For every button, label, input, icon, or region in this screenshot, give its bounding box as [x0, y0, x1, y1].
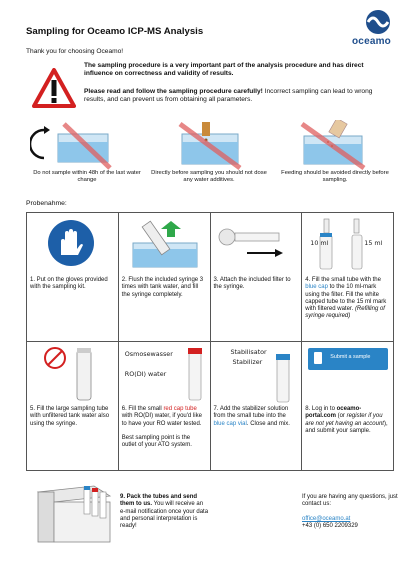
important-paragraph: The sampling procedure is a very important part of the analysis procedure and has direct influence on correctness and validity of results. — [84, 62, 364, 78]
tube-label-osmosewasser: Osmosewasser — [124, 350, 173, 358]
submit-sample-button[interactable] — [308, 348, 388, 370]
step-8-part-c: (or — [335, 413, 347, 420]
tube-15ml-label: 15 ml — [364, 239, 383, 247]
vial-label-stabilizer: Stabilizer — [232, 358, 263, 366]
page-title: Sampling for Oceamo ICP-MS Analysis — [26, 26, 204, 37]
step-cell-7 — [210, 342, 302, 471]
contact-phone: +43 (0) 650 2209329 — [302, 522, 358, 529]
step-9-text — [120, 494, 210, 530]
step-4-text — [305, 277, 389, 321]
contact-block — [302, 494, 402, 530]
step-6-text — [122, 406, 206, 450]
tube-label-ro-water: RO(DI) water — [124, 370, 167, 378]
step-8-part-e: ), and submit your sample. — [305, 420, 388, 434]
dosing-illustration — [160, 120, 260, 170]
step-6-part-c: with RO(DI) water, if you'd like to have your RO water tested. — [121, 413, 202, 427]
step-8-portal[interactable]: oceamo-portal.com — [305, 406, 362, 420]
step-4-part-a: 4. Fill the small tube with the — [305, 277, 381, 283]
step-cell-6 — [118, 342, 210, 471]
step-cell-8 — [302, 342, 394, 471]
dont-caption-3: Feeding should be avoided directly before sampling. — [281, 170, 389, 184]
contact-line: If you are having any questions, just contact us: — [302, 494, 398, 508]
thanks-text: Thank you for choosing Oceamo! — [26, 48, 124, 55]
step-cell-5 — [27, 342, 119, 471]
step-6-part-a: 6. Fill the small — [121, 406, 164, 412]
gloves-icon — [47, 219, 95, 267]
flask-icon — [314, 352, 322, 364]
step-4-note: (Refilling of syringe required) — [305, 306, 385, 320]
step-7-blue-cap: blue cap vial — [213, 420, 247, 427]
logo-wordmark: oceamo — [352, 36, 391, 47]
step-7-part-c: . Close and mix. — [246, 420, 290, 427]
water-change-illustration — [30, 120, 130, 170]
tube-10ml-label: 10 ml — [310, 239, 329, 247]
step-2-text: 2. Flush the included syringe 3 times with tank water, and fill the syringe completely. — [121, 277, 204, 298]
submit-sample-label: Submit a sample — [330, 354, 371, 360]
syringe-tank-illustration — [125, 217, 205, 271]
read-rest: Incorrect sampling can lead to wrong results, and can prevent us from obtaining all parameters. — [84, 88, 373, 104]
step-3-text: 3. Attach the included filter to the syringe. — [213, 277, 291, 291]
step-cell-1 — [27, 213, 119, 342]
shipping-box-illustration — [34, 484, 114, 546]
red-cap-tube-icon — [185, 346, 205, 402]
step-4-blue-cap: blue cap — [305, 284, 328, 291]
read-bold: Please read and follow the sampling procedure carefully! — [84, 88, 263, 95]
no-filter-tube-illustration — [41, 346, 105, 402]
step-8-part-a: 8. Log in to — [305, 406, 337, 412]
step-5-text: 5. Fill the large sampling tube with unfiltered tank water also using the syringe. — [30, 406, 110, 427]
step-6-tip: Best sampling point is the outlet of your ATO system. — [121, 435, 192, 449]
wave-logo-icon — [350, 8, 410, 38]
dont-caption-2: Directly before sampling you should not dose any water additives. — [151, 170, 267, 184]
steps-table — [26, 212, 394, 471]
step-8-text — [305, 406, 389, 435]
filter-syringe-illustration — [217, 223, 297, 263]
contact-email-link[interactable]: office@oceamo.at — [302, 515, 351, 522]
step-cell-4 — [302, 213, 394, 342]
stabilizer-vial-icon — [269, 350, 295, 404]
vial-label-stabilisator: Stabilisator — [230, 348, 267, 356]
section-title: Probenahme: — [26, 200, 67, 207]
step-1-text: 1. Put on the gloves provided with the sampling kit. — [30, 277, 108, 291]
step-6-red-cap: red cap tube — [163, 406, 197, 412]
dont-caption-1: Do not sample within 48h of the last water change — [33, 170, 141, 184]
step-cell-3 — [210, 213, 302, 342]
step-7-text — [214, 406, 298, 428]
step-7-part-a: 7. Add the stabilizer solution from the small tube into the — [213, 406, 289, 420]
feeding-illustration — [282, 120, 382, 170]
step-8-register: register if you are not yet having an account — [305, 413, 384, 427]
oceamo-logo — [350, 8, 410, 48]
warning-icon — [32, 68, 76, 108]
step-cell-2 — [118, 213, 210, 342]
step-4-part-c: to the 10 ml-mark using the filter. Fill the white capped tube to the 15 ml mark with filtered water. — [305, 284, 387, 313]
step-9-bold: 9. Pack the tubes and send them to us. — [120, 494, 198, 508]
step-9-rest: You will receive an e-mail notification once your data and personal interpretation is ready! — [120, 501, 209, 530]
read-carefully-paragraph — [84, 88, 394, 105]
